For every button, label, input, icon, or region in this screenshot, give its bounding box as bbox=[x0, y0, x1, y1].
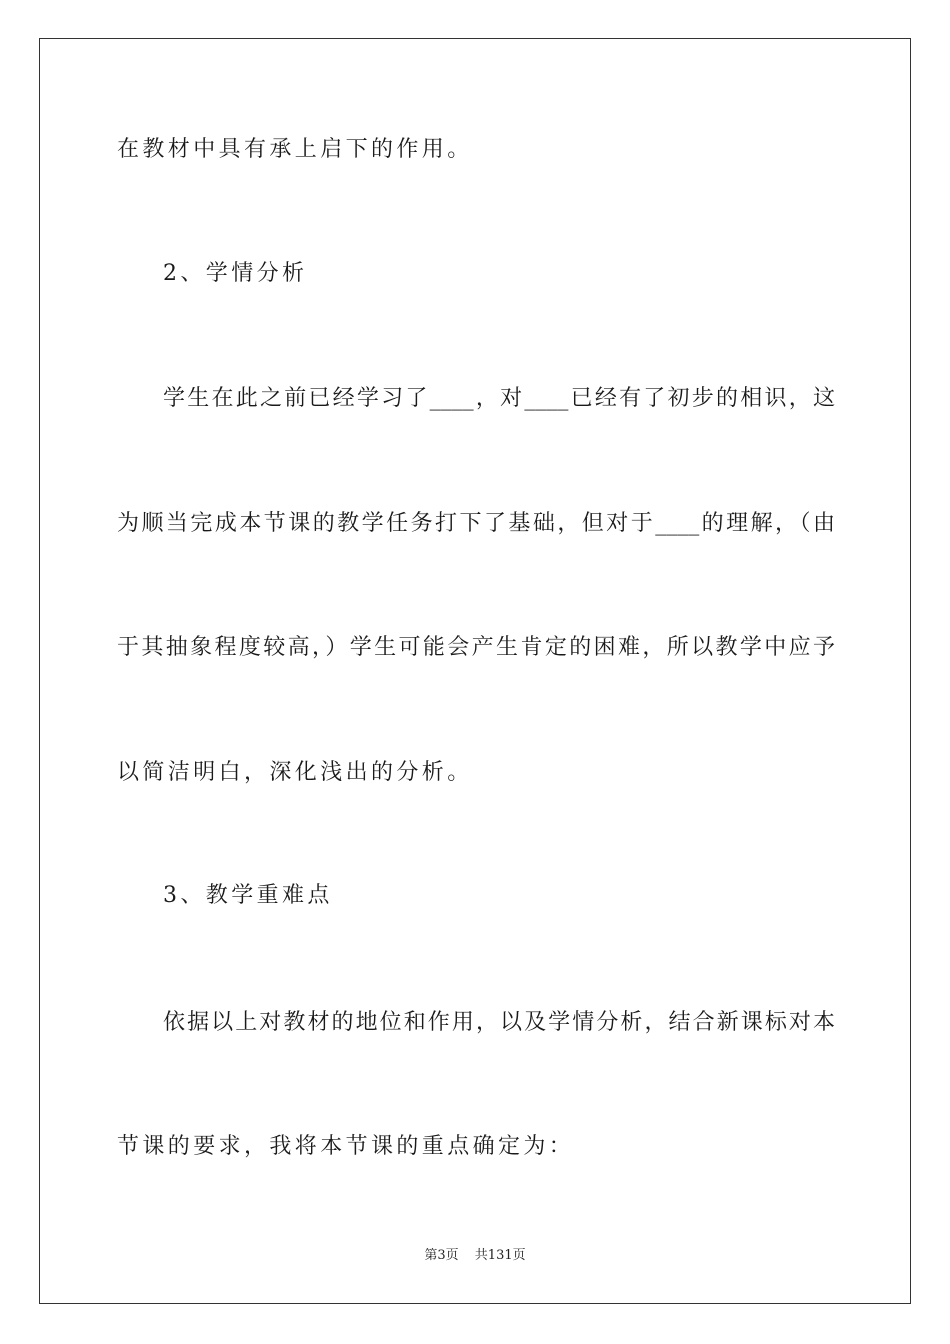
page-total: 共131页 bbox=[474, 1248, 526, 1263]
paragraph-line: 于其抽象程度较高，）学生可能会产生肯定的困难，所以教学中应予 bbox=[117, 635, 835, 660]
paragraph-line: 节课的要求，我将本节课的重点确定为： bbox=[117, 1134, 575, 1159]
section-heading-key-points: 3、教学重难点 bbox=[163, 883, 333, 908]
section-heading-learning-analysis: 2、学情分析 bbox=[163, 261, 308, 286]
page-border bbox=[39, 38, 911, 1304]
paragraph-line: 依据以上对教材的地位和作用，以及学情分析，结合新课标对本 bbox=[163, 1010, 835, 1035]
paragraph-line: 为顺当完成本节课的教学任务打下了基础，但对于____的理解，（由 bbox=[117, 511, 835, 536]
paragraph-line: 在教材中具有承上启下的作用。 bbox=[117, 137, 473, 162]
paragraph-line: 以简洁明白，深化浅出的分析。 bbox=[117, 760, 473, 785]
paragraph-line: 学生在此之前已经学习了____，对____已经有了初步的相识，这 bbox=[163, 386, 835, 411]
page-footer bbox=[0, 1247, 950, 1265]
page-number: 第3页 bbox=[424, 1248, 459, 1263]
